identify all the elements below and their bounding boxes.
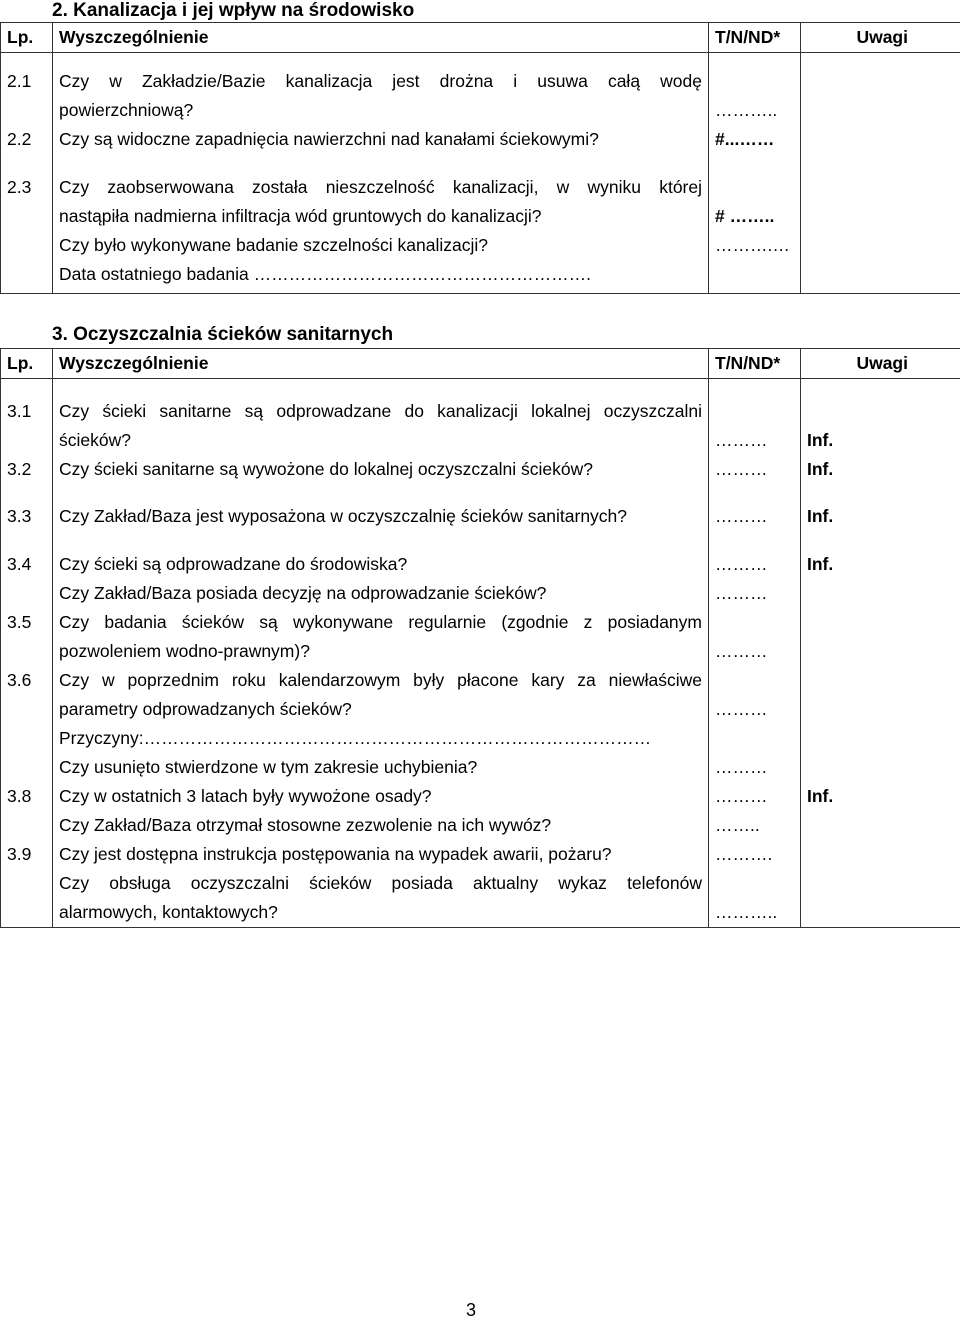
question-text: pozwoleniem wodno-prawnym)?: [59, 641, 310, 661]
table-row: [1, 53, 960, 126]
question-cell: [53, 531, 709, 608]
remarks-value: Inf.: [807, 554, 834, 574]
answer-field[interactable]: #...……: [715, 129, 775, 149]
header-description: Wyszczególnienie: [53, 349, 709, 379]
header-description: Wyszczególnienie: [53, 23, 709, 53]
row-number: 3.1: [1, 379, 53, 456]
question-cell: [53, 53, 709, 126]
row-number: 2.3: [1, 154, 53, 294]
row-number: 3.9: [1, 840, 53, 928]
header-remarks: Uwagi: [801, 23, 960, 53]
table-row: [1, 531, 960, 608]
question-text: ścieków?: [59, 430, 131, 450]
section-2-title: 2. Kanalizacja i jej wpływ na środowisko: [52, 0, 415, 21]
table-row: [1, 666, 960, 782]
question-text: Data ostatniego badania ………………………………………………….: [59, 264, 591, 284]
row-number: 3.3: [1, 484, 53, 531]
table-row: [1, 379, 960, 456]
question-text: Czy Zakład/Baza jest wyposażona w oczyszczalnię ścieków sanitarnych?: [59, 506, 628, 526]
question-text: Czy badania ścieków są wykonywane regularnie (zgodnie z posiadanym: [59, 612, 702, 632]
header-remarks: Uwagi: [801, 349, 960, 379]
table-row: [1, 125, 960, 154]
table-header: [1, 349, 960, 379]
question-text: Czy w Zakładzie/Bazie kanalizacja jest drożna i usuwa całą wodę: [59, 71, 702, 91]
question-text: Czy ścieki są odprowadzane do środowiska?: [59, 554, 408, 574]
remarks-cell[interactable]: [801, 782, 960, 840]
question-text: nastąpiła nadmierna infiltracja wód gruntowych do kanalizacji?: [59, 206, 542, 226]
answer-field[interactable]: ………: [715, 506, 768, 526]
table-row: [1, 484, 960, 531]
question-text: Czy Zakład/Baza posiada decyzję na odprowadzanie ścieków?: [59, 583, 547, 603]
answer-field[interactable]: ………: [715, 554, 768, 574]
question-text: Czy są widoczne zapadnięcia nawierzchni nad kanałami ściekowymi?: [59, 129, 599, 149]
remarks-cell[interactable]: [801, 484, 960, 531]
remarks-value: Inf.: [807, 786, 834, 806]
header-answer: T/N/ND*: [709, 23, 801, 53]
question-text: Czy ścieki sanitarne są odprowadzane do kanalizacji lokalnej oczyszczalni: [59, 401, 702, 421]
section-2-table: [0, 22, 960, 294]
row-number: 3.2: [1, 455, 53, 484]
section-3-table: [0, 348, 960, 928]
answer-cell[interactable]: [709, 379, 801, 456]
question-text: Czy zaobserwowana została nieszczelność kanalizacji, w wyniku której: [59, 177, 702, 197]
answer-field[interactable]: ………..: [715, 902, 778, 922]
answer-cell[interactable]: [709, 782, 801, 840]
question-cell: [53, 608, 709, 666]
row-number: 3.8: [1, 782, 53, 840]
question-cell: [53, 782, 709, 840]
answer-field[interactable]: ……..: [715, 815, 760, 835]
question-cell: [53, 154, 709, 294]
row-number: 3.4: [1, 531, 53, 608]
table-row: [1, 782, 960, 840]
answer-field[interactable]: ………: [715, 459, 768, 479]
question-cell: [53, 484, 709, 531]
remarks-cell[interactable]: [801, 608, 960, 666]
answer-field[interactable]: ………: [715, 430, 768, 450]
question-text: alarmowych, kontaktowych?: [59, 902, 278, 922]
answer-cell[interactable]: [709, 125, 801, 154]
table-header: [1, 23, 960, 53]
answer-field[interactable]: ………: [715, 583, 768, 603]
row-number: 3.6: [1, 666, 53, 782]
answer-cell[interactable]: [709, 840, 801, 928]
answer-field[interactable]: # ……..: [715, 206, 775, 226]
question-text: parametry odprowadzanych ścieków?: [59, 699, 352, 719]
question-text: Czy Zakład/Baza otrzymał stosowne zezwolenie na ich wywóz?: [59, 815, 552, 835]
answer-cell[interactable]: [709, 531, 801, 608]
header-lp: Lp.: [1, 349, 53, 379]
remarks-value: Inf.: [807, 430, 834, 450]
question-text: Czy ścieki sanitarne są wywożone do lokalnej oczyszczalni ścieków?: [59, 459, 593, 479]
question-text: Czy w ostatnich 3 latach były wywożone osady?: [59, 786, 432, 806]
remarks-value: Inf.: [807, 506, 834, 526]
answer-field[interactable]: ………: [715, 699, 768, 719]
answer-field[interactable]: ……….: [715, 844, 773, 864]
answer-cell[interactable]: [709, 53, 801, 126]
row-number: 2.2: [1, 125, 53, 154]
question-cell: [53, 125, 709, 154]
answer-field[interactable]: ………: [715, 641, 768, 661]
remarks-cell[interactable]: [801, 125, 960, 154]
table-row: [1, 154, 960, 294]
remarks-cell[interactable]: [801, 840, 960, 928]
question-cell: [53, 379, 709, 456]
remarks-cell[interactable]: [801, 53, 960, 126]
question-text: Czy było wykonywane badanie szczelności kanalizacji?: [59, 235, 488, 255]
question-cell: [53, 455, 709, 484]
row-number: 2.1: [1, 53, 53, 126]
answer-cell[interactable]: [709, 154, 801, 294]
answer-cell[interactable]: [709, 484, 801, 531]
remarks-value: Inf.: [807, 459, 834, 479]
answer-field[interactable]: ………: [715, 757, 768, 777]
question-text: Czy obsługa oczyszczalni ścieków posiada aktualny wykaz telefonów: [59, 873, 702, 893]
section-3-title: 3. Oczyszczalnia ścieków sanitarnych: [52, 324, 394, 345]
remarks-cell[interactable]: [801, 379, 960, 456]
question-cell: [53, 840, 709, 928]
question-text: Czy usunięto stwierdzone w tym zakresie uchybienia?: [59, 757, 478, 777]
answer-cell[interactable]: [709, 608, 801, 666]
answer-field[interactable]: ………..: [715, 100, 778, 120]
remarks-cell[interactable]: [801, 666, 960, 782]
answer-field[interactable]: ………: [715, 786, 768, 806]
answer-field[interactable]: ……….…: [715, 235, 790, 255]
table-row: [1, 455, 960, 484]
question-text: powierzchniową?: [59, 100, 194, 120]
remarks-cell[interactable]: [801, 154, 960, 294]
remarks-cell[interactable]: [801, 455, 960, 484]
page-number: 3: [466, 1300, 477, 1320]
header-answer: T/N/ND*: [709, 349, 801, 379]
question-cell: [53, 666, 709, 782]
question-text: Czy jest dostępna instrukcja postępowania na wypadek awarii, pożaru?: [59, 844, 612, 864]
question-text: Czy w poprzednim roku kalendarzowym były płacone kary za niewłaściwe: [59, 670, 702, 690]
table-row: [1, 608, 960, 666]
answer-cell[interactable]: [709, 455, 801, 484]
remarks-cell[interactable]: [801, 531, 960, 608]
question-text: Przyczyny:……………………………………………………………………………: [59, 728, 652, 748]
table-row: [1, 840, 960, 928]
row-number: 3.5: [1, 608, 53, 666]
answer-cell[interactable]: [709, 666, 801, 782]
header-lp: Lp.: [1, 23, 53, 53]
